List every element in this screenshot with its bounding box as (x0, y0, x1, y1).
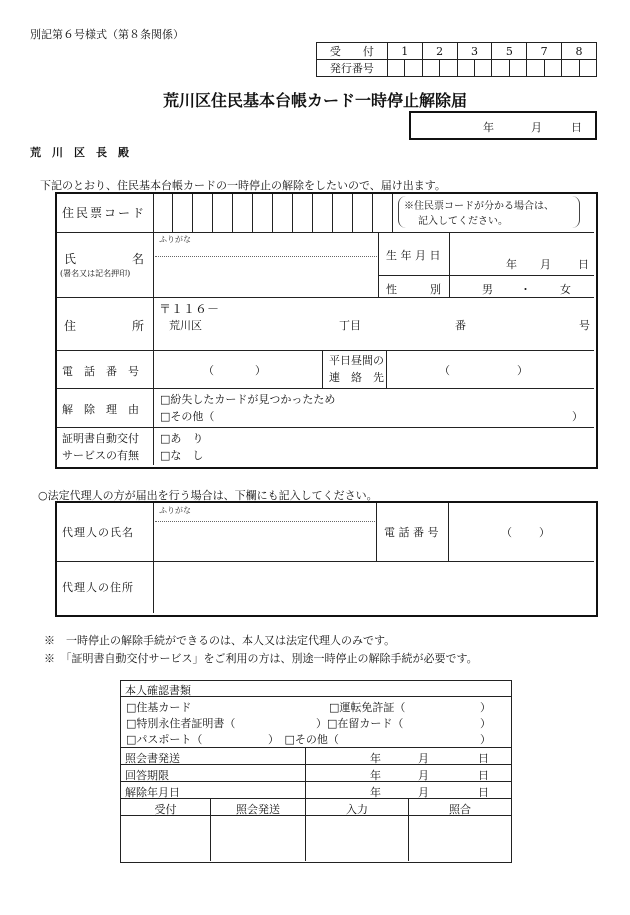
answer-deadline-day: 日 (478, 769, 489, 782)
agent-furigana-label: ふりがな (159, 506, 191, 515)
id-doc-special-resident[interactable]: □特別永住者証明書（ (126, 717, 236, 730)
name-label-1: 氏 (64, 252, 77, 266)
form-title: 荒川区住民基本台帳カード一時停止解除届 (162, 91, 467, 110)
release-date-label: 解除年月日 (125, 786, 180, 799)
gender-male[interactable]: 男 (482, 283, 493, 296)
release-date-month: 月 (418, 786, 429, 799)
gender-label: 性 別 (386, 283, 441, 296)
gender-female[interactable]: 女 (560, 283, 571, 296)
juminhyo-code-label: 住民票コード (62, 206, 147, 220)
id-doc-drivers-license[interactable]: □運転免許証（ (329, 701, 406, 714)
submission-date-box[interactable] (409, 111, 597, 140)
phone-paren-close: ） (255, 364, 266, 377)
address-field[interactable] (155, 298, 593, 350)
id-doc-juki-card[interactable]: □住基カード (126, 701, 192, 714)
name-field[interactable] (155, 258, 377, 296)
phone-field[interactable] (155, 351, 321, 387)
address-label-1: 住 (64, 319, 77, 333)
daytime-paren-close: ） (517, 364, 528, 377)
date-year: 年 (483, 121, 494, 134)
agent-name-field[interactable] (155, 523, 375, 560)
issue-number-field[interactable] (387, 60, 596, 77)
reason-found-checkbox[interactable]: □紛失したカードが見つかったため (160, 393, 336, 406)
inquiry-sent-year: 年 (370, 752, 381, 765)
address-go: 号 (579, 319, 590, 332)
inquiry-sent-day: 日 (478, 752, 489, 765)
address-label-2: 所 (132, 319, 145, 333)
reason-other-close: ） (572, 410, 583, 423)
agent-name-label: 代理人の氏名 (62, 526, 134, 539)
phone-label: 電 話 番 号 (62, 365, 139, 378)
id-row2-close: ） (480, 717, 491, 730)
address-ward: 荒川区 (169, 319, 202, 332)
birth-date-label: 生 年 月 日 (386, 249, 441, 262)
cert-no-checkbox[interactable]: □な し (160, 449, 204, 462)
agent-furigana-line (155, 521, 375, 522)
stamp-inquiry-sent[interactable] (211, 816, 305, 861)
address-ban: 番 (455, 319, 466, 332)
col-header-inquiry-sent: 照会発送 (236, 803, 280, 816)
agent-phone-paren-close: ） (539, 526, 550, 539)
reception-col-3: 3 (457, 43, 492, 60)
release-date-year: 年 (370, 786, 381, 799)
id-doc-residence-card[interactable]: ）□在留カード（ (316, 717, 404, 730)
agent-address-field[interactable] (155, 563, 593, 612)
col-header-verify: 照合 (449, 803, 471, 816)
note-1: ※ 一時停止の解除手続ができるのは、本人又は法定代理人のみです。 (44, 634, 396, 647)
reception-label: 受 付 (317, 43, 388, 60)
stamp-reception[interactable] (121, 816, 210, 861)
name-label-2: 名 (132, 252, 145, 266)
name-furigana-line (155, 256, 377, 257)
cert-service-label-2: サービスの有無 (62, 449, 139, 462)
date-month: 月 (531, 121, 542, 134)
stamp-input[interactable] (306, 816, 408, 861)
id-doc-other[interactable]: ） □その他（ (268, 733, 339, 746)
birth-date-field[interactable] (450, 233, 593, 275)
note-2: ※ 「証明書自動交付サービス」をご利用の方は、別途一時停止の解除手続が必要です。 (44, 652, 478, 665)
reception-col-4: 5 (492, 43, 527, 60)
juminhyo-note-1: ※住民票コードが分かる場合は、 (404, 201, 554, 212)
juminhyo-note-2: 記入してください。 (418, 216, 508, 227)
cert-service-label-1: 証明書自動交付 (62, 432, 139, 445)
stamp-verify[interactable] (409, 816, 511, 861)
daytime-contact-field[interactable] (387, 351, 593, 387)
reception-table (316, 42, 597, 77)
phone-paren-open: （ (203, 364, 214, 377)
cert-yes-checkbox[interactable]: □あ り (160, 432, 204, 445)
id-row3-close: ） (480, 733, 491, 746)
birth-day: 日 (578, 258, 589, 271)
col-header-reception: 受付 (154, 803, 177, 816)
daytime-contact-label-1: 平日昼間の (329, 354, 384, 367)
juminhyo-code-field[interactable] (153, 194, 393, 232)
issue-number-label: 発行番号 (317, 60, 388, 77)
release-date-day: 日 (478, 786, 489, 799)
reception-col-6: 8 (562, 43, 597, 60)
answer-deadline-label: 回答期限 (125, 769, 169, 782)
agent-phone-label: 電 話 番 号 (384, 526, 439, 539)
intro-text: 下記のとおり、住民基本台帳カードの一時停止の解除をしたいので、届け出ます。 (40, 179, 446, 192)
date-day: 日 (571, 121, 582, 134)
address-chome: 丁目 (339, 319, 361, 332)
id-row1-close: ） (480, 701, 491, 714)
daytime-paren-open: （ (439, 364, 450, 377)
answer-deadline-year: 年 (370, 769, 381, 782)
inquiry-sent-label: 照会書発送 (125, 752, 180, 765)
postal-code: 〒１１６－ (159, 302, 220, 316)
birth-month: 月 (540, 258, 551, 271)
answer-deadline-month: 月 (418, 769, 429, 782)
name-note: (署名又は記名押印) (60, 269, 131, 278)
agent-intro: ○法定代理人の方が届出を行う場合は、下欄にも記入してください。 (38, 489, 378, 502)
agent-phone-field[interactable] (449, 503, 593, 561)
form-number-label: 別記第６号様式（第８条関係） (30, 28, 184, 41)
inquiry-sent-month: 月 (418, 752, 429, 765)
gender-dot: ・ (520, 283, 531, 296)
addressee: 荒 川 区 長 殿 (30, 146, 129, 159)
agent-phone-paren-open: （ (501, 526, 512, 539)
col-header-input: 入力 (346, 803, 368, 816)
reception-col-5: 7 (527, 43, 562, 60)
birth-year: 年 (506, 258, 517, 271)
id-doc-passport[interactable]: □パスポート（ (126, 733, 203, 746)
reception-col-2: 2 (422, 43, 457, 60)
gender-field[interactable] (450, 276, 593, 297)
agent-address-label: 代理人の住所 (62, 581, 134, 594)
reception-col-1: 1 (387, 43, 422, 60)
reason-label: 解 除 理 由 (62, 403, 139, 416)
name-furigana-label: ふりがな (159, 235, 191, 244)
reason-other-checkbox[interactable]: □その他（ (160, 410, 215, 423)
daytime-contact-label-2: 連 絡 先 (329, 371, 384, 384)
id-docs-label: 本人確認書類 (125, 684, 191, 697)
